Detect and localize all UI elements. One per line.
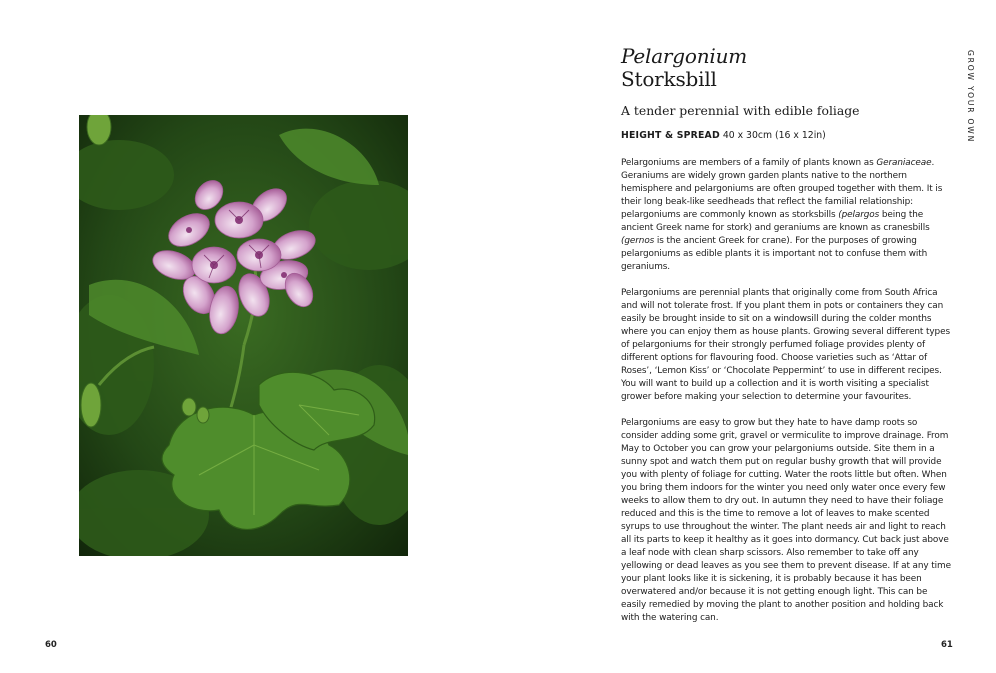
paragraph-2: Pelargoniums are perennial plants that originally come from South Africa and will not tolerate frost. If you plant them in pots or containers they can easily be brought inside to sit on a windowsill during the colder months where you can enjoy them as house plants. Growing several different types of pelargoniums for their strongly perfumed foliage provides plenty of different options for flavouring food. Choose varieties such as ‘Attar of Roses’, ‘Lemon Kiss’ or ‘Chocolate Peppermint’ to use in different recipes. You will want to build up a collection and it is worth visiting a specialist grower before making your selection to determine your favourites. [621,288,950,402]
spec-label: HEIGHT & SPREAD [621,130,720,141]
section-running-head: GROW YOUR OWN [966,50,975,144]
paragraph-1-italic: Geraniaceae [876,158,932,168]
height-spread-spec [621,130,826,141]
paragraph-1 [621,157,955,274]
paragraph-1-part: . Geraniums are widely grown garden plants native to the northern hemisphere and pelargoniums are often grouped together with them. It is their long beak-like seedheads that reflect the familial relationship: pelargoniums are commonly known as storksbills [621,158,943,220]
title-common-name: Storksbill [621,67,717,91]
title-latin-name: Pelargonium [621,44,748,68]
paragraph-3: Pelargoniums are easy to grow but they hate to have damp roots so consider adding some grit, gravel or vermiculite to improve drainage. From May to October you can grow your pelargoniums outside. Site them in a sunny spot and watch them put on regular bushy growth that will provide you with plenty of foliage for cutting. Water the roots little but often. When you bring them indoors for the winter you need only water once every few weeks to allow them to dry out. In autumn they need to have their foliage reduced and this is the time to remove a lot of leaves to make scented syrups to use throughout the winter. The plant needs air and light to reach all its parts to keep it healthy as it goes into dormancy. Cut back just above a leaf node with clean sharp scissors. Also remember to take off any yellowing or dead leaves as you see them to prevent disease. If at any time your plant looks like it is sickening, it is probably because it has been overwatered and/or because it is not getting enough light. This can be easily remedied by moving the plant to another position and holding back with the watering can. [621,418,951,623]
paragraph-1-italic: (gernos [621,236,655,246]
pelargonium-illustration [79,115,408,556]
subtitle: A tender perennial with edible foliage [621,103,860,118]
paragraph-1-part: is the ancient Greek for crane). For the purposes of growing pelargoniums as edible plants it is important not to confuse them with geraniums. [621,236,928,272]
paragraph-1-italic: (pelargos [838,210,880,220]
body-text [621,157,955,638]
spec-value: 40 x 30cm (16 x 12in) [719,130,826,141]
page-number-right: 61 [941,640,953,650]
paragraph-1-part: Pelargoniums are members of a family of plants known as [621,158,877,168]
pelargonium-photo [79,115,408,556]
paragraph-1-part: being the ancient Greek name for stork) and geraniums are known as cranesbills [621,210,930,233]
page-number-left: 60 [45,640,57,650]
